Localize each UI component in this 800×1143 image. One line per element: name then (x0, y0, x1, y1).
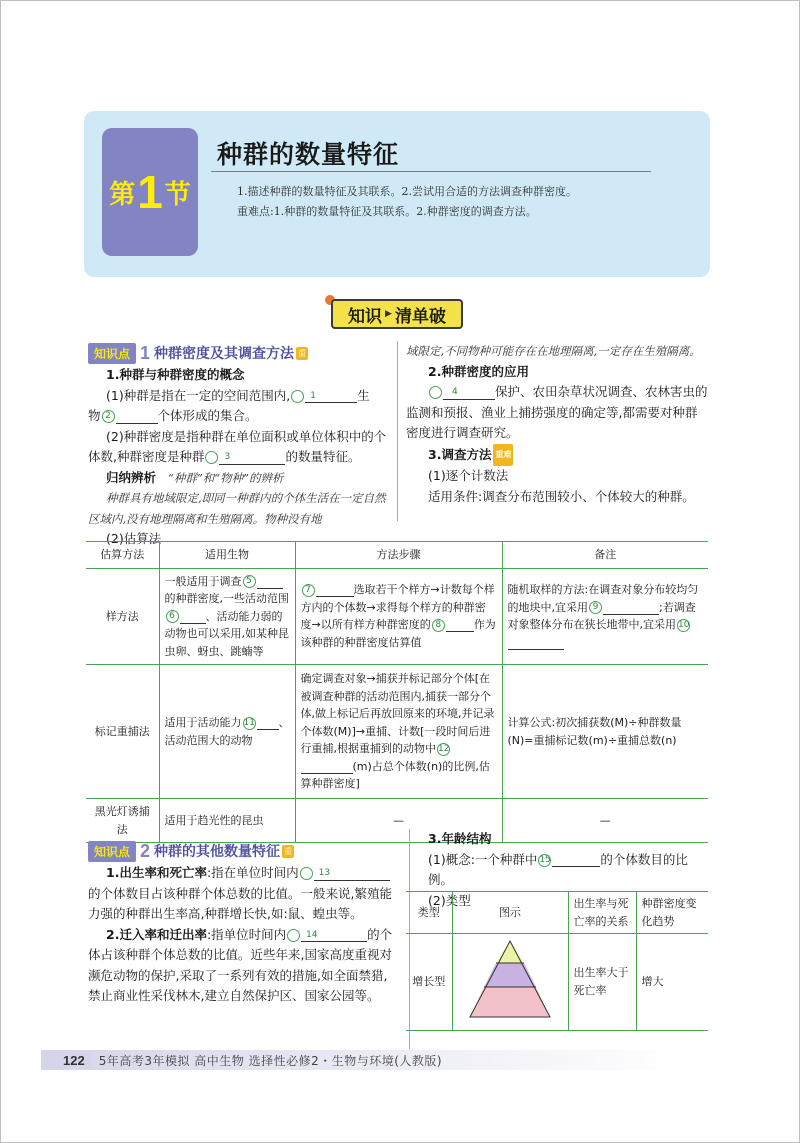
table-row (86, 568, 708, 665)
section-label-pre: 第 (109, 179, 136, 210)
heading-migration-rate: 2.迁入率和迁出率 (106, 926, 207, 942)
fill-blank (552, 853, 600, 867)
table-header: 备注 (502, 542, 708, 569)
table-cell (159, 568, 295, 665)
estimation-methods-table (86, 541, 708, 843)
table-cell: 标记重捕法 (86, 665, 159, 799)
blank-number: 10 (678, 619, 690, 630)
heading-survey-methods: 3.调查方法 (428, 446, 492, 462)
blank-number: 15 (539, 854, 551, 865)
table-header: 种群密度变化趋势 (636, 892, 708, 934)
text: 的数量特征。 (285, 449, 361, 464)
column-divider (397, 341, 398, 521)
blank-number: 14 (287, 929, 300, 942)
text: 物 (88, 408, 101, 423)
text: :指在单位时间内 (206, 865, 299, 880)
table-cell (502, 568, 708, 665)
triangle-right-icon: ▶ (385, 309, 392, 319)
kp-title: 种群密度及其调查方法 (154, 346, 295, 362)
heading-density-application: 2.种群密度的应用 (428, 363, 529, 379)
table-cell: 样方法 (86, 568, 159, 665)
key-badge: 重 (298, 348, 307, 358)
table-cell: 增大 (636, 934, 708, 1031)
blank-number: 11 (243, 717, 255, 728)
page-number: 122 (41, 1053, 91, 1068)
heading-age-structure: 3.年龄结构 (428, 831, 492, 846)
fill-blank (508, 636, 564, 650)
summary-title: “种群”和“物种”的辨析 (168, 470, 284, 485)
text: ;若调查对象整体分布在狭长地带中,宜采用 (507, 600, 696, 632)
banner-right: 清单破 (394, 306, 446, 327)
text: (1)种群是指在一定的空间范围内, (106, 387, 291, 403)
text: :指单位时间内 (206, 926, 287, 942)
blank-number: 6 (166, 610, 179, 623)
table-row (406, 934, 708, 1031)
learning-goals (237, 182, 697, 222)
table-header: 方法步骤 (295, 542, 502, 569)
fill-blank (257, 575, 283, 589)
footer-text: 5年高考3年模拟 高中生物 选择性必修2・生物与环境(人教版) (98, 1053, 443, 1068)
table-cell: 黑光灯诱捕法 (86, 799, 159, 843)
table-cell: 适用于趋光性的昆虫 (159, 799, 295, 843)
text: 、活动范围大的动物 (164, 716, 290, 747)
text: 选取若干个样方→计数每个样方内的个体数→求得每个样方的种群密度→以所有样方种群密度的 (300, 583, 495, 632)
table-header-row (406, 892, 708, 934)
kp-tag: 知识点 (88, 841, 136, 862)
fill-blank (314, 867, 360, 881)
fill-blank (443, 386, 495, 400)
fill-blank (219, 451, 285, 465)
kp-number: 2 (140, 840, 151, 861)
text: 的种群密度,一些活动范围 (164, 592, 289, 605)
text: 作为该种群的种群密度估算值 (300, 618, 496, 649)
text: (2)种群密度是指种群在单位面积或单位体积中的个体数,种群密度是种群 (88, 428, 387, 464)
page-title: 种群的数量特征 (217, 140, 400, 169)
table-header: 图示 (452, 892, 568, 934)
table-cell (295, 665, 502, 799)
title-underline (211, 171, 651, 172)
blank-number: 3 (205, 451, 218, 464)
fill-blank (316, 583, 354, 597)
table-cell (295, 568, 502, 665)
left-column-1 (88, 365, 390, 550)
table-header-row (86, 542, 708, 569)
fill-blank (446, 618, 474, 632)
text: 保护、农田杂草状况调查、农林害虫的监测和预报、渔业上捕捞强度的确定等,都需要对种群密度进行调查研究。 (406, 384, 708, 440)
table-cell: 出生率大于死亡率 (568, 934, 636, 1031)
table-cell: — (295, 799, 502, 843)
summary-label: 归纳辨析 (106, 469, 157, 485)
knowledge-point-2-header (88, 841, 294, 861)
text: (1)逐个计数法 (428, 468, 509, 483)
fill-blank (180, 610, 206, 624)
fill-blank (257, 716, 279, 730)
fill-blank (360, 867, 390, 881)
table-row (86, 665, 708, 799)
table-cell: 计算公式:初次捕获数(M)÷种群数量(N)=重捕标记数(m)÷重捕总数(n) (502, 665, 708, 799)
section-label-post: 节 (164, 179, 191, 210)
summary-text-continued: 域限定,不同物种可能存在在地理隔离,一定存在生殖隔离。 (406, 344, 701, 358)
table-cell: — (502, 799, 708, 843)
kp-number: 1 (140, 342, 151, 363)
blank-number: 8 (432, 619, 445, 632)
table-cell: 增长型 (406, 934, 452, 1031)
banner-left: 知识 (348, 306, 383, 327)
table-header: 估算方法 (86, 542, 159, 569)
text: 的个体占该种群个体总数的比值。近些年来,国家高度重视对濒危动物的保护,采取了一系列有效的措施,如全面禁猎,禁止商业性采伐林木,建立自然保护区、国家公园等。 (88, 926, 393, 1003)
page-footer (41, 1049, 761, 1071)
blank-number: 7 (302, 584, 315, 597)
table-header: 类型 (406, 892, 452, 934)
blank-number: 12 (438, 743, 450, 754)
blank-number: 2 (102, 410, 115, 423)
pyramid-bottom (470, 987, 550, 1017)
knowledge-banner (331, 299, 463, 329)
fill-blank (603, 601, 659, 615)
table-header: 出生率与死亡率的关系 (568, 892, 636, 934)
summary-text: 种群具有地域限定,即同一种群内的个体生活在一定自然区域内,没有地理隔离和生殖隔离。物种没有地 (88, 491, 386, 526)
difficulty-badge: 重难 (493, 444, 513, 467)
kp-title: 种群的其他数量特征 (154, 844, 281, 860)
section-number: 1 (137, 166, 163, 218)
heading-population-concept: 1.种群与种群密度的概念 (106, 367, 245, 382)
blank-number: 4 (429, 386, 442, 399)
text: 个体形成的集合。 (157, 408, 258, 423)
blank-number: 13 (300, 867, 313, 880)
text: 、活动能力弱的动物也可以采用,如某种昆虫卵、蚜虫、跳蝻等 (164, 609, 289, 658)
text: 的个体数目的比例。 (428, 851, 688, 887)
text: (2)类型 (428, 892, 471, 908)
heading-birth-death-rate: 1.出生率和死亡率 (106, 865, 207, 880)
blank-number: 5 (243, 575, 256, 588)
goals-line-1: 1.描述种群的数量特征及其联系。2.尝试用合适的方法调查种群密度。 (237, 185, 577, 198)
right-column-1 (406, 341, 708, 507)
text: 随机取样的方法:在调查对象分布较均匀的地块中,宜采用 (507, 583, 699, 614)
text: 生 (357, 387, 370, 403)
age-pyramid-diagram (460, 937, 560, 1021)
goals-line-2: 重难点:1.种群的数量特征及其联系。2.种群密度的调查方法。 (237, 205, 537, 218)
section-number-badge (102, 128, 198, 256)
text: 确定调查对象→捕获并标记部分个体[在被调查种群的活动范围内,捕获一部分个体,做上标记后再放回原来的环境,并记录个体数(M)]→重捕、计数[一段时间后进行重捕,根据重捕到的动物中 (300, 672, 495, 756)
table-cell (452, 934, 568, 1031)
fill-blank (301, 928, 367, 942)
table-header: 适用生物 (159, 542, 295, 569)
table-cell (159, 665, 295, 799)
text: (1)概念:一个种群中 (428, 851, 538, 867)
text: 一般适用于调查 (164, 574, 242, 588)
kp-tag: 知识点 (88, 343, 136, 364)
blank-number: 1 (291, 390, 304, 403)
left-column-2 (88, 863, 396, 1007)
key-badge: 重 (284, 846, 293, 856)
text: 适用于活动能力 (164, 716, 242, 729)
fill-blank (116, 410, 158, 424)
fill-blank (301, 760, 353, 774)
fill-blank (305, 389, 357, 403)
text: 的个体数目占该种群个体总数的比值。一般来说,繁殖能力强的种群出生率高,种群增长快,如:鼠、蝗虫等。 (88, 885, 392, 921)
blank-number: 9 (589, 601, 602, 614)
age-structure-table (406, 891, 708, 1031)
text: 适用条件:调查分布范围较小、个体较大的种群。 (428, 488, 695, 504)
heading-estimation: (2)估算法 (106, 531, 162, 546)
knowledge-point-1-header (88, 343, 308, 363)
text: (m)占总个体数(n)的比例,估算种群密度] (300, 759, 490, 791)
